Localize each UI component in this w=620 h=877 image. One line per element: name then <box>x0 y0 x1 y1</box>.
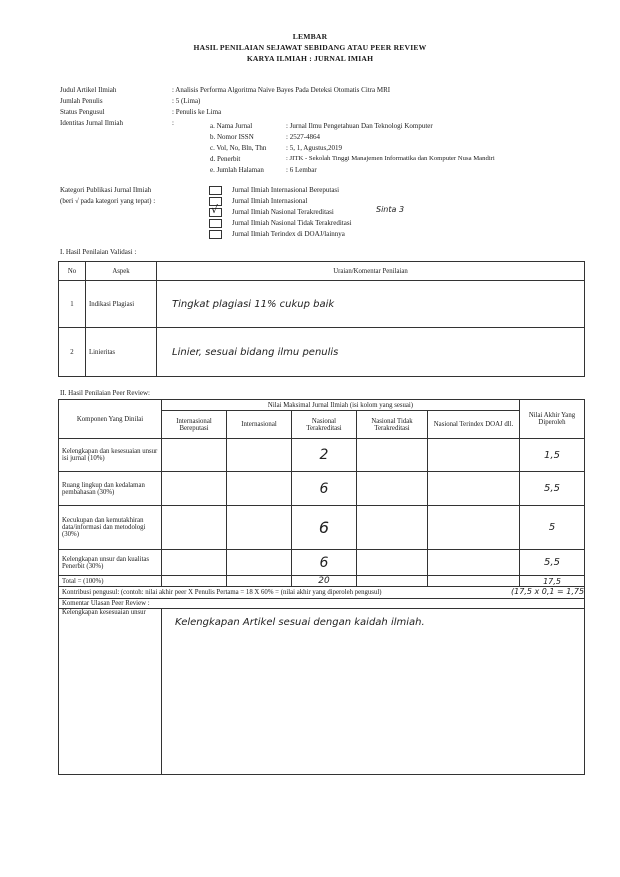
peer-final-value: 5,5 <box>520 472 585 506</box>
peer-col-nasional-terakreditasi: Nasional Terakreditasi <box>292 411 357 439</box>
peer-col-nasional-tidak: Nasional Tidak Terakreditasi <box>357 411 428 439</box>
validation-header-uraian: Uraian/Komentar Penilaian <box>157 262 585 281</box>
peer-nasional-value: 6 <box>292 506 357 550</box>
peer-col-doaj: Nasional Terindex DOAJ dll. <box>428 411 520 439</box>
option-doaj: Jurnal Ilmiah Terindex di DOAJ/lainnya <box>232 230 345 238</box>
value-vol: : 5, 1, Agustus,2019 <box>286 144 343 152</box>
peer-cell <box>357 439 428 472</box>
peer-cell <box>428 506 520 550</box>
peer-table <box>58 399 585 775</box>
value-halaman: : 6 Lembar <box>286 166 317 174</box>
peer-cell <box>357 550 428 576</box>
peer-cell <box>357 576 428 587</box>
peer-comment-cell <box>162 609 585 775</box>
peer-cell <box>428 576 520 587</box>
value-identitas: : <box>172 119 174 127</box>
peer-heading: II. Hasil Penilaian Peer Review: <box>60 389 151 397</box>
peer-cell <box>162 576 227 587</box>
validation-comment-cell <box>157 281 585 328</box>
peer-comment-text: Kelengkapan Artikel sesuai dengan kaidah ilmiah. <box>175 617 425 628</box>
peer-total-label: Total = (100%) <box>59 576 162 587</box>
peer-cell <box>227 576 292 587</box>
peer-component: Kecukupan dan kemutakhiran data/informasi dan metodologi (30%) <box>59 506 162 550</box>
peer-cell <box>227 506 292 550</box>
validation-header-aspek: Aspek <box>86 262 157 281</box>
peer-cell <box>357 506 428 550</box>
checkbox-doaj[interactable] <box>209 230 222 239</box>
validation-table <box>58 261 585 377</box>
peer-final-value: 5 <box>520 506 585 550</box>
peer-cell <box>162 550 227 576</box>
check-mark-icon: √ <box>211 203 219 216</box>
doc-title-line1: LEMBAR <box>292 32 328 41</box>
value-penerbit: : JITK - Sekolah Tinggi Manajemen Informatika dan Komputer Nusa Mandiri <box>286 155 495 162</box>
value-jumlah-penulis: : 5 (Lima) <box>172 97 201 105</box>
peer-component: Kelengkapan dan kesesuaian unsur isi jurnal (10%) <box>59 439 162 472</box>
validation-no: 2 <box>59 328 86 377</box>
peer-cell <box>357 472 428 506</box>
peer-total-final: 17,5 <box>520 576 585 587</box>
label-vol: c. Vol, No, Bln, Thn <box>210 144 267 152</box>
option-internasional-bereputasi: Jurnal Ilmiah Internasional Bereputasi <box>232 186 340 194</box>
peer-col-internasional: Internasional <box>227 411 292 439</box>
checkbox-internasional-bereputasi[interactable] <box>209 186 222 195</box>
peer-cell <box>162 506 227 550</box>
peer-header-group: Nilai Maksimal Jurnal Ilmiah (isi kolom yang sesuai) <box>162 400 520 411</box>
peer-header-final: Nilai Akhir Yang Diperoleh <box>520 400 585 439</box>
validation-comment: Linier, sesuai bidang ilmu penulis <box>172 346 339 358</box>
validation-aspect: Indikasi Plagiasi <box>86 281 157 328</box>
value-status: : Penulis ke Lima <box>172 108 222 116</box>
label-penerbit: d. Penerbit <box>210 155 241 163</box>
peer-nasional-value: 6 <box>292 550 357 576</box>
validation-comment-cell <box>157 328 585 377</box>
category-hint: (beri √ pada kategori yang tepat) : <box>60 197 156 205</box>
table-row-total <box>59 576 585 587</box>
value-nama-jurnal: : Jurnal Ilmu Pengetahuan Dan Teknologi Komputer <box>286 122 433 130</box>
value-issn: : 2527-4864 <box>286 133 321 141</box>
peer-cell <box>227 439 292 472</box>
checkbox-nasional-terakreditasi[interactable] <box>209 203 222 217</box>
table-row <box>59 506 585 550</box>
value-judul: : Analisis Performa Algoritma Naive Bayes Pada Deteksi Otomatis Citra MRI <box>172 86 391 94</box>
peer-cell <box>428 472 520 506</box>
label-identitas: Identitas Jurnal Ilmiah <box>60 119 123 127</box>
validation-header-no: No <box>59 262 86 281</box>
label-jumlah-penulis: Jumlah Penulis <box>60 97 103 105</box>
peer-total-nasional: 20 <box>292 576 357 587</box>
table-row <box>59 550 585 576</box>
table-row <box>59 328 585 377</box>
peer-nasional-value: 2 <box>292 439 357 472</box>
peer-comment-row-label: Kelengkapan kesesuaian unsur <box>59 609 162 775</box>
label-halaman: e. Jumlah Halaman <box>210 166 264 174</box>
label-nama-jurnal: a. Nama Jurnal <box>210 122 253 130</box>
peer-cell <box>227 550 292 576</box>
peer-final-value: 1,5 <box>520 439 585 472</box>
option-nasional-terakreditasi: Jurnal Ilmiah Nasional Terakreditasi <box>232 208 334 216</box>
doc-title-line3: KARYA ILMIAH : JURNAL IMIAH <box>246 54 374 63</box>
validation-heading: I. Hasil Penilaian Validasi : <box>60 248 137 256</box>
peer-cell <box>162 472 227 506</box>
checkbox-nasional-tidak-terakreditasi[interactable] <box>209 219 222 228</box>
peer-cell <box>428 439 520 472</box>
option-internasional: Jurnal Ilmiah Internasional <box>232 197 308 205</box>
peer-cell <box>162 439 227 472</box>
peer-final-value: 5,5 <box>520 550 585 576</box>
validation-no: 1 <box>59 281 86 328</box>
label-issn: b. Nomor ISSN <box>210 133 254 141</box>
sinta-note: Sinta 3 <box>376 205 405 214</box>
table-row <box>59 439 585 472</box>
peer-header-component: Komponen Yang Dinilai <box>59 400 162 439</box>
peer-nasional-value: 6 <box>292 472 357 506</box>
label-judul: Judul Artikel Ilmiah <box>60 86 117 94</box>
peer-component: Kelengkapan unsur dan kualitas Penerbit (30%) <box>59 550 162 576</box>
label-status: Status Pengusul <box>60 108 105 116</box>
peer-cell <box>227 472 292 506</box>
peer-col-int-bereputasi: Internasional Bereputasi <box>162 411 227 439</box>
validation-aspect: Linieritas <box>86 328 157 377</box>
table-row <box>59 281 585 328</box>
contribution-handwritten: (17,5 x 0,1 = 1,75 <box>511 587 585 596</box>
category-label: Kategori Publikasi Jurnal Ilmiah <box>60 186 152 194</box>
peer-contribution-label: Kontribusi pengusul: (contoh: nilai akhir peer X Penulis Pertama = 18 X 60% = (nilai akhir yang diperoleh pengusul) <box>59 587 585 599</box>
peer-component: Ruang lingkup dan kedalaman pembahasan (30%) <box>59 472 162 506</box>
validation-comment: Tingkat plagiasi 11% cukup baik <box>172 298 335 310</box>
option-nasional-tidak-terakreditasi: Jurnal Ilmiah Nasional Tidak Terakreditasi <box>232 219 352 227</box>
peer-comments-label: Komentar Ulasan Peer Review : <box>59 599 585 609</box>
doc-title-line2: HASIL PENILAIAN SEJAWAT SEBIDANG ATAU PEER REVIEW <box>193 43 427 52</box>
peer-cell <box>428 550 520 576</box>
table-row <box>59 472 585 506</box>
